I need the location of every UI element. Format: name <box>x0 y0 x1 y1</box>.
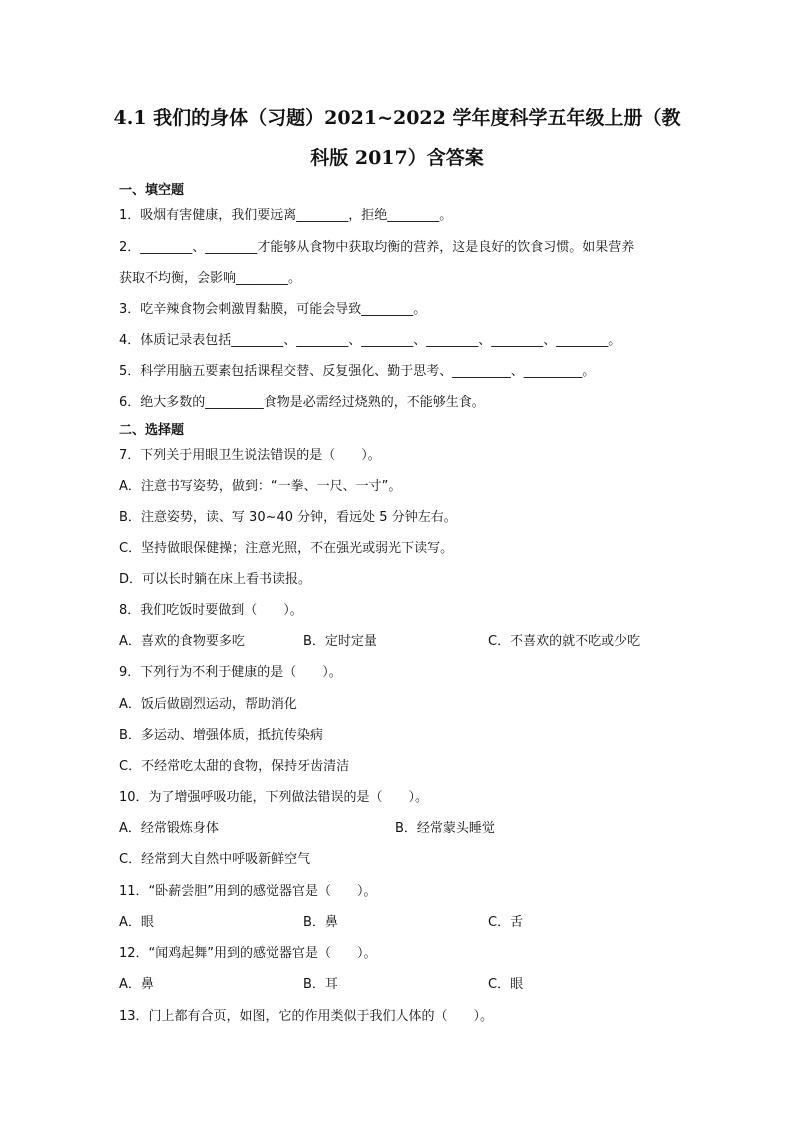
question-10-option-b: B．经常蒙头睡觉 <box>395 821 495 836</box>
question-7-option-c: C．坚持做眼保健操；注意光照，不在强光或弱光下读写。 <box>119 541 454 556</box>
question-1: 1．吸烟有害健康，我们要远离________，拒绝________。 <box>119 208 453 223</box>
question-10-option-c: C．经常到大自然中呼吸新鲜空气 <box>119 852 311 867</box>
question-7-stem: 7．下列关于用眼卫生说法错误的是（ ）。 <box>119 448 381 463</box>
question-5: 5．科学用脑五要素包括课程交替、反复强化、勤于思考、_________、_________。 <box>119 364 596 379</box>
question-12-stem: 12．“闻鸡起舞”用到的感觉器官是（ ）。 <box>119 946 377 961</box>
question-12-option-c: C．眼 <box>488 977 524 992</box>
question-8-stem: 8．我们吃饭时要做到（ ）。 <box>119 603 303 618</box>
question-6: 6．绝大多数的_________食物是必需经过烧熟的，不能够生食。 <box>119 395 485 410</box>
question-11-option-b: B．鼻 <box>303 915 338 930</box>
question-8-option-a: A．喜欢的食物要多吃 <box>119 634 245 649</box>
question-10-stem: 10．为了增强呼吸功能，下列做法错误的是（ ）。 <box>119 790 429 805</box>
question-13-stem: 13．门上都有合页，如图，它的作用类似于我们人体的（ ）。 <box>119 1009 494 1024</box>
question-9-option-a: A．饭后做剧烈运动，帮助消化 <box>119 697 297 712</box>
section-heading-choice: 二、选择题 <box>119 423 185 438</box>
question-7-option-a: A．注意书写姿势，做到：“一拳、一尺、一寸”。 <box>119 479 402 494</box>
question-3: 3．吃辛辣食物会刺激胃黏膜，可能会导致________。 <box>119 302 427 317</box>
question-11-option-a: A．眼 <box>119 915 154 930</box>
section-heading-fill-blank: 一、填空题 <box>119 183 185 198</box>
question-9-option-c: C．不经常吃太甜的食物，保持牙齿清洁 <box>119 759 350 774</box>
document-title-line-1: 4.1 我们的身体（习题）2021~2022 学年度科学五年级上册（教 <box>113 107 681 129</box>
question-9-stem: 9．下列行为不利于健康的是（ ）。 <box>119 665 342 680</box>
question-12-option-a: A．鼻 <box>119 977 154 992</box>
question-8-option-b: B．定时定量 <box>303 634 377 649</box>
question-7-option-b: B．注意姿势，读、写 30~40 分钟，看远处 5 分钟左右。 <box>119 510 457 525</box>
question-8-option-c: C．不喜欢的就不吃或少吃 <box>488 634 641 649</box>
question-9-option-b: B．多运动、增强体质，抵抗传染病 <box>119 728 323 743</box>
question-2-line-1: 2．________、________才能够从食物中获取均衡的营养，这是良好的饮食习惯。如果营养 <box>119 240 635 255</box>
question-4: 4．体质记录表包括________、________、________、________、________、________。 <box>119 333 622 348</box>
question-11-stem: 11．“卧薪尝胆”用到的感觉器官是（ ）。 <box>119 884 377 899</box>
question-12-option-b: B．耳 <box>303 977 338 992</box>
question-2-line-2: 获取不均衡，会影响________。 <box>119 271 302 286</box>
document-title-line-2: 科版 2017）含答案 <box>310 147 484 169</box>
question-7-option-d: D．可以长时躺在床上看书读报。 <box>119 572 312 587</box>
question-10-option-a: A．经常锻炼身体 <box>119 821 219 836</box>
question-11-option-c: C．舌 <box>488 915 524 930</box>
